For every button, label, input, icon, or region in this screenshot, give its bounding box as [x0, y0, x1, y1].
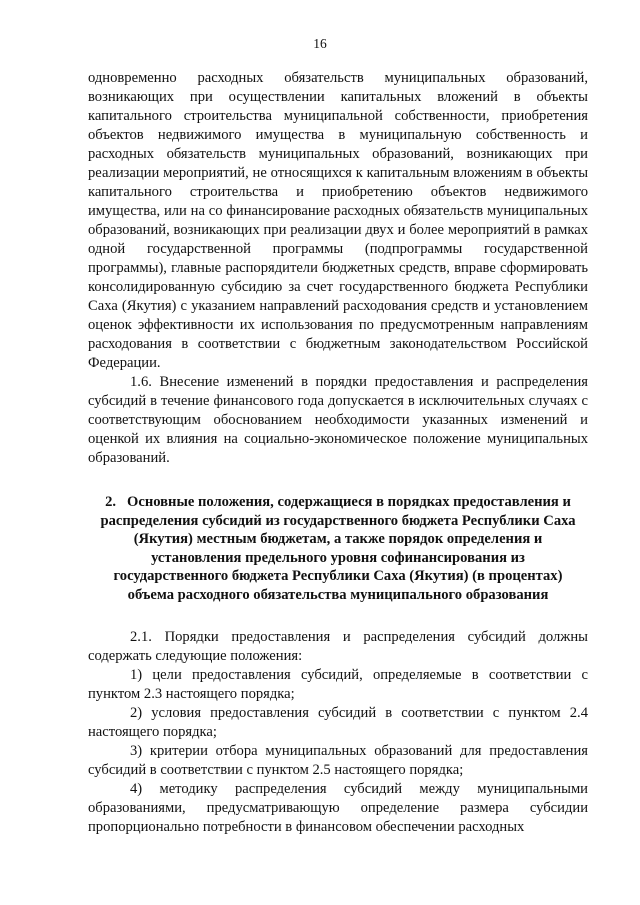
section-1-text [88, 69, 588, 468]
list-item-1: 1) цели предоставления субсидий, определяемые в соответствии с пунктом 2.3 настоящего порядка; [88, 667, 588, 702]
list-item-2: 2) условия предоставления субсидий в соответствии с пунктом 2.4 настоящего порядка; [88, 705, 588, 740]
paragraph-1-6: 1.6. Внесение изменений в порядки предоставления и распределения субсидий в течение финансового года допускается в исключительных случаях с соответствующим обоснованием необходимости указанных изменений и оценкой их влияния на социально-экономическое положение муниципальных образований. [88, 374, 588, 466]
section-2-text [88, 628, 588, 837]
section-2-heading: 2. Основные положения, содержащиеся в порядках предоставления и распределения субсидий из государственного бюджета Республики Саха (Якутия) местным бюджетам, а также порядок определения и установления предельного уровня софинансирования из государственного бюджета Республики Саха (Якутия) (в процентах) объема расходного обязательства муниципального образования [100, 494, 576, 603]
paragraph-2-1: 2.1. Порядки предоставления и распределения субсидий должны содержать следующие положения: [88, 629, 588, 664]
list-item-4: 4) методику распределения субсидий между муниципальными образованиями, предусматривающую определение размера субсидии пропорционально потребности в финансовом обеспечении расходных [88, 781, 588, 835]
paragraph-continuation: одновременно расходных обязательств муниципальных образований, возникающих при осуществлении капитальных вложений в объекты капитального строительства муниципальной собственности, приобретения объектов недвижимого имущества в муниципальную собственность и расходных обязательств муниципальных образований, возникающих при реализации мероприятий, не относящихся к капитальным вложениям в объекты капитального строительства и приобретению объектов недвижимого имущества, или на со финансирование расходных обязательств муниципальных образований, возникающих при реализации двух и более мероприятий в рамках одной государственной программы (подпрограммы государственной программы), главные распорядители бюджетных средств, вправе сформировать консолидированную субсидию за счет государственного бюджета Республики Саха (Якутия) с указанием направлений расходования средств и установлением оценок эффективности их использования по предусмотренным направлениям расходования в соответствии с бюджетным законодательством Российской Федерации. [88, 70, 588, 371]
page-number: 16 [313, 36, 327, 51]
list-item-3: 3) критерии отбора муниципальных образований для предоставления субсидий в соответствии с пунктом 2.5 настоящего порядка; [88, 743, 588, 778]
